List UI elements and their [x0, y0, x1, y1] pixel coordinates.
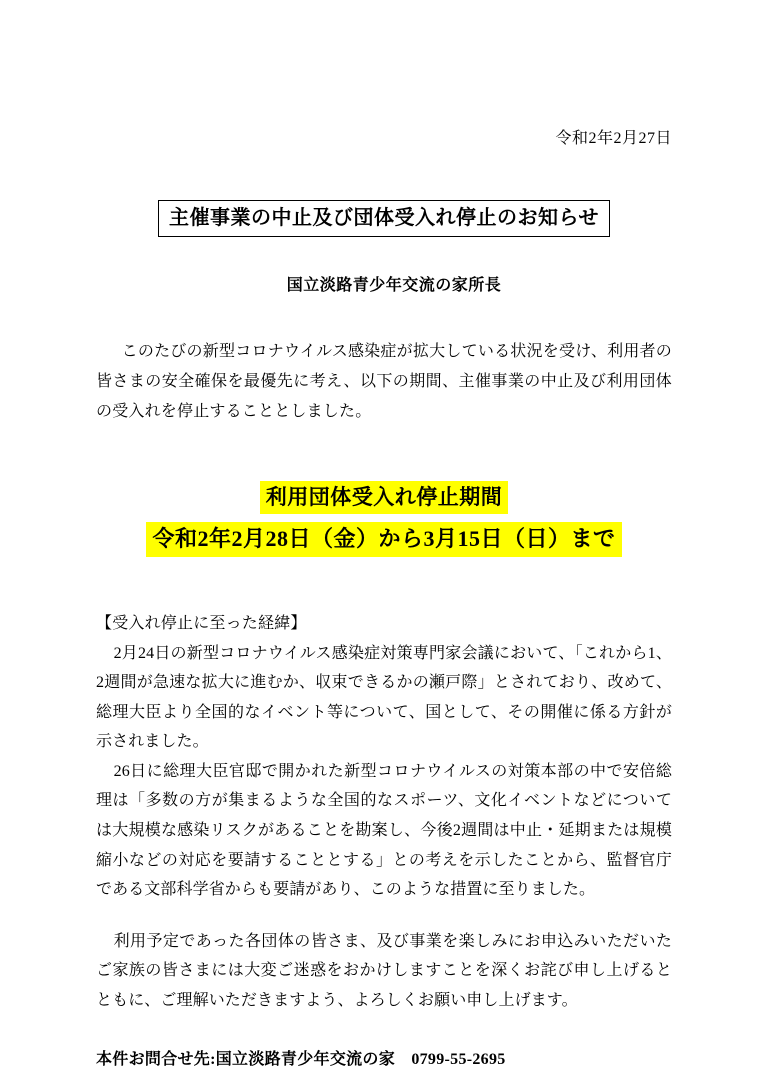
document-date: 令和2年2月27日: [555, 130, 672, 147]
suspension-period-heading: 利用団体受入れ停止期間: [260, 481, 509, 514]
document-issuer: 国立淡路青少年交流の家所長: [286, 277, 502, 295]
body-paragraph-2: 26日に総理大臣官邸で開かれた新型コロナウイルスの対策本部の中で安倍総理は「多数の方が集まるような全国的なスポーツ、文化イベントなどについては大規模な感染リスクがあることを勘案し、今後2週間は中止・延期または規模縮小などの対応を要請することとする」との考えを示したことから、監督官庁である文部科学省からも要請があり、このような措置に至りました。: [96, 762, 672, 899]
highlight-period-container: [96, 522, 672, 557]
contact-info: 本件お問合せ先:国立淡路青少年交流の家 0799-55-2695: [96, 1050, 506, 1068]
document-title-container: [96, 200, 672, 237]
section-heading-background: 【受入れ停止に至った経緯】: [96, 614, 307, 632]
highlight-heading-container: [96, 481, 672, 514]
intro-paragraph: このたびの新型コロナウイルス感染症が拡大している状況を受け、利用者の皆さまの安全確保を最優先に考え、以下の期間、主催事業の中止及び利用団体の受入れを停止することとしました。: [96, 343, 672, 420]
body-paragraph-1: 2月24日の新型コロナウイルス感染症対策専門家会議において、「これから1、2週間が急速な拡大に進むか、収束できるかの瀬戸際」とされており、改めて、総理大臣より全国的なイベント等について、国として、その開催に係る方針が示されました。: [96, 644, 672, 751]
suspension-period-dates: 令和2年2月28日（金）から3月15日（日）まで: [146, 522, 621, 557]
body-paragraph-3: 利用予定であった各団体の皆さま、及び事業を楽しみにお申込みいただいたご家族の皆さまには大変ご迷惑をおかけしますことを深くお詫び申し上げるとともに、ご理解いただきますよう、よろしくお願い申し上げます。: [96, 932, 672, 1010]
page-title: 主催事業の中止及び団体受入れ停止のお知らせ: [158, 200, 610, 237]
